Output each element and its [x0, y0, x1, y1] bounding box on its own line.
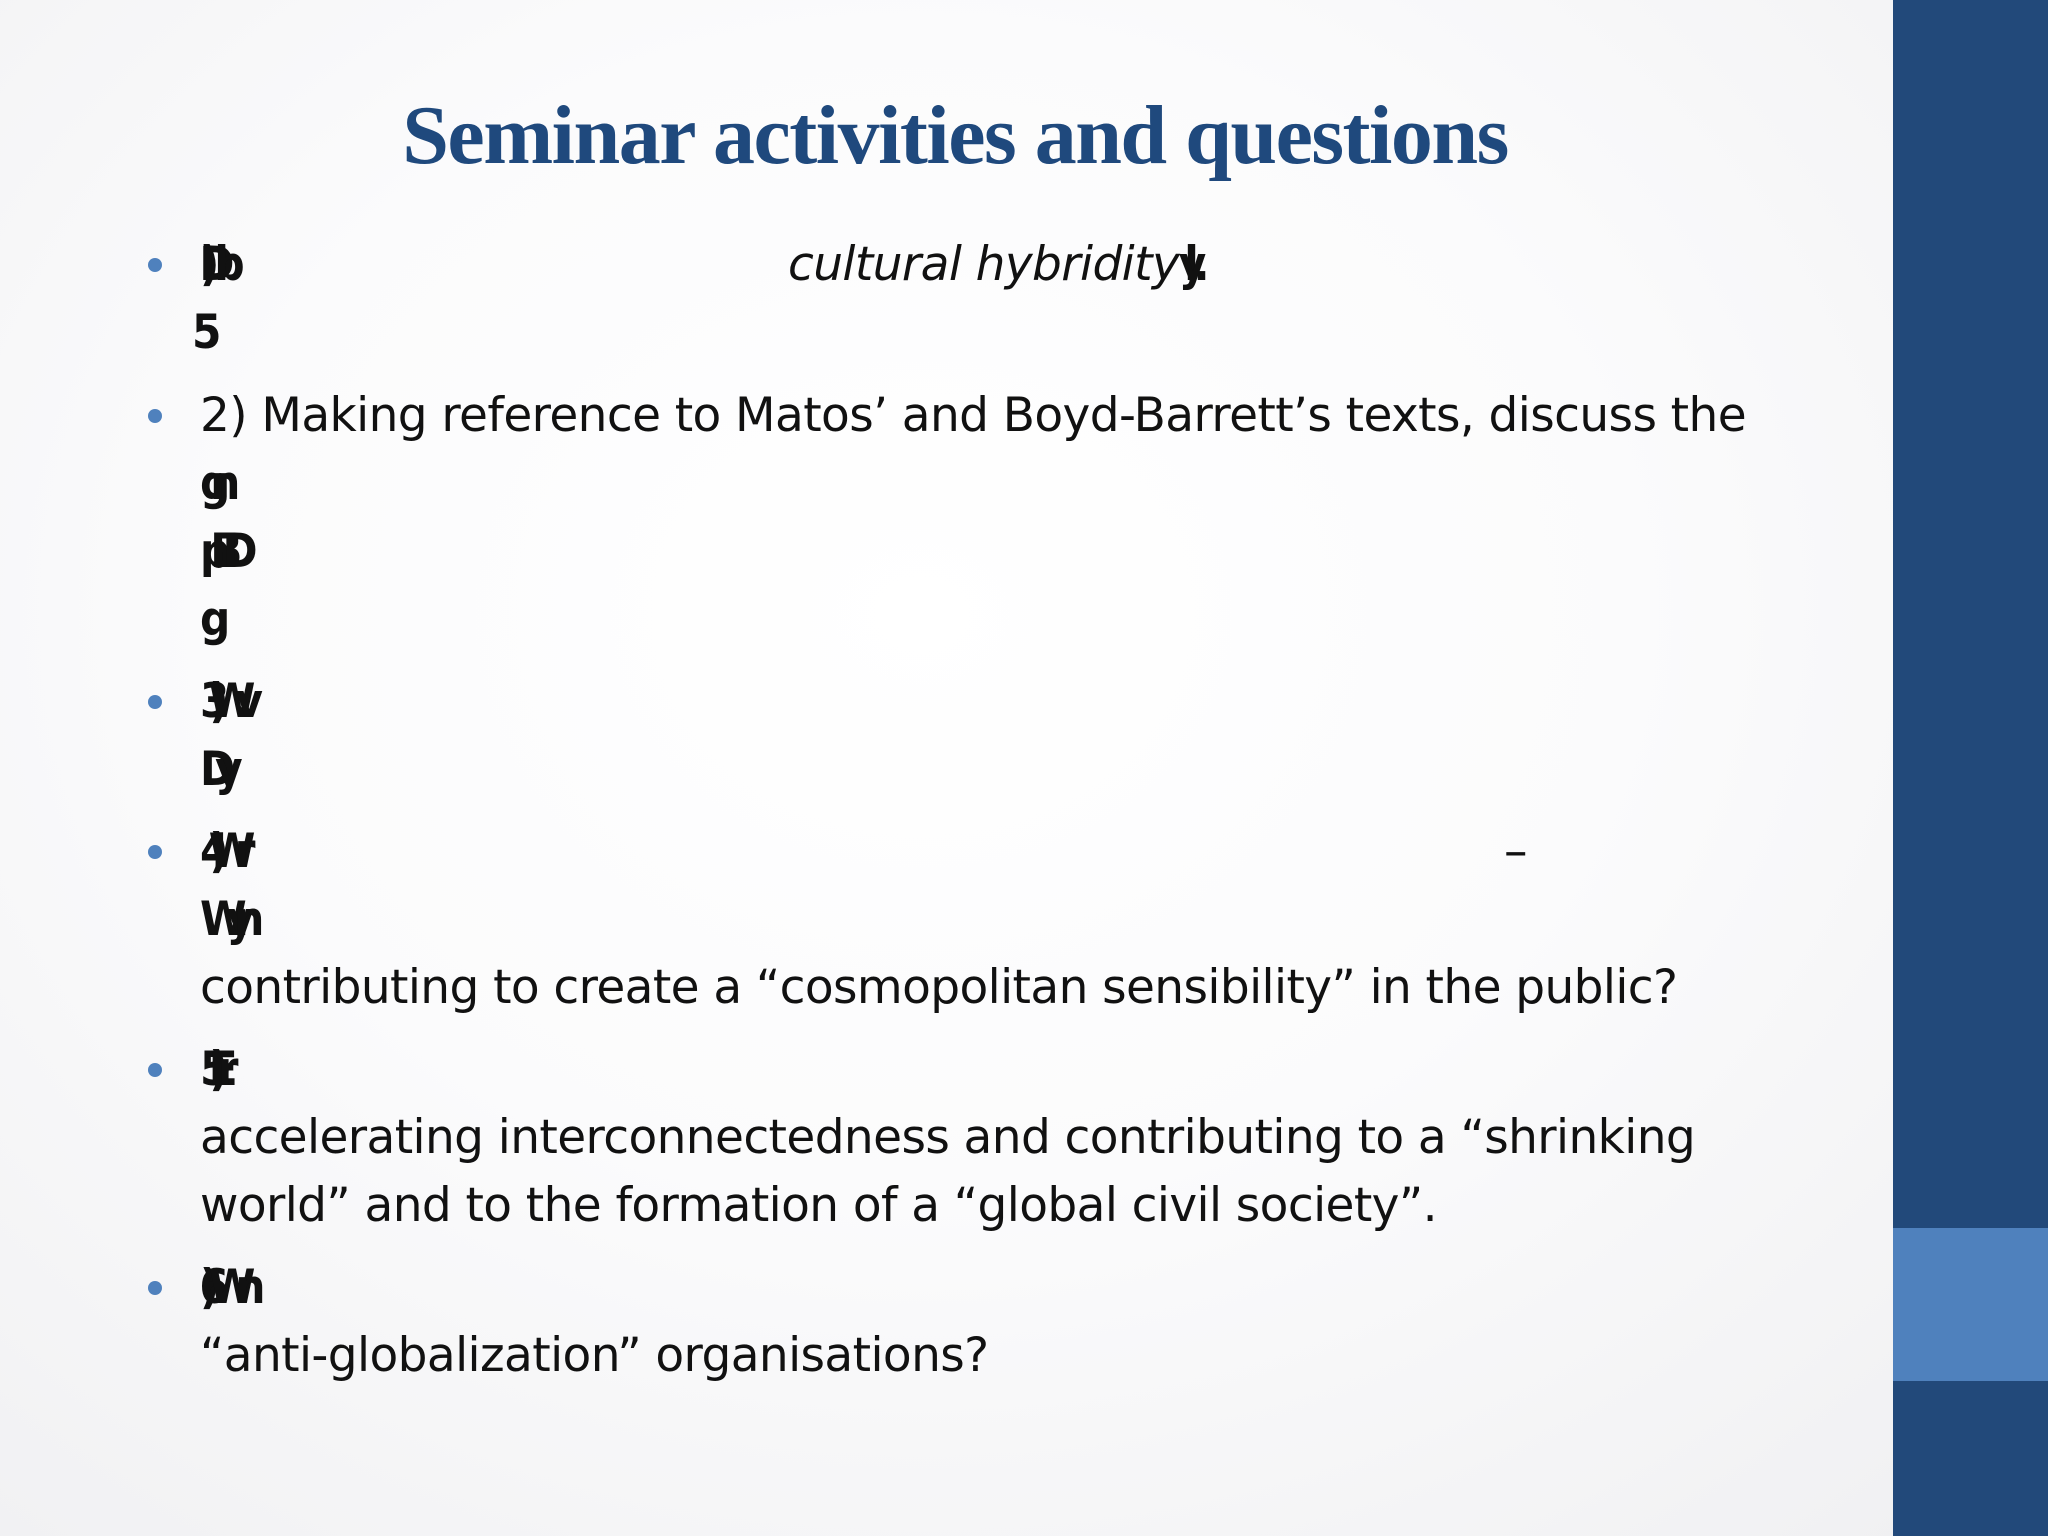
item-line: world” and to the formation of a “global civil society”.	[200, 1178, 1437, 1233]
item-line	[200, 236, 225, 294]
item-line	[200, 673, 243, 731]
item-line: “anti-globalization” organisations?	[200, 1328, 989, 1383]
garbled-text: Dy	[200, 742, 223, 797]
bullet-dot	[148, 695, 162, 709]
garbled-text: 3)Wv	[200, 674, 243, 729]
garbled-text: )Db	[200, 237, 225, 292]
garbled-text: )6Wn	[200, 1260, 246, 1315]
bullet-dot	[148, 1281, 162, 1295]
garbled-text: 4)Wr	[200, 824, 236, 879]
item-line	[192, 304, 201, 362]
dash-mark: –	[1504, 824, 1527, 879]
item-line	[200, 1041, 219, 1099]
item-line	[200, 891, 244, 949]
garbled-text: 5	[192, 305, 202, 360]
garbled-text: pBD	[200, 524, 238, 579]
item-line	[200, 741, 223, 799]
bullet-dot	[148, 845, 162, 859]
item-line: accelerating interconnectedness and contributing to a “shrinking	[200, 1110, 1696, 1165]
item-line	[788, 236, 1194, 294]
item-line: contributing to create a “cosmopolitan sensibility” in the public?	[200, 960, 1678, 1015]
item-line	[200, 1259, 246, 1317]
slide-title: Seminar activities and questions	[402, 89, 1508, 182]
bullet-dot	[148, 409, 162, 423]
emphasis-text: cultural hybridity	[788, 237, 1180, 292]
item-line	[200, 455, 220, 513]
garbled-text: g	[200, 592, 211, 647]
item-line	[200, 823, 235, 881]
item-line	[200, 523, 238, 581]
item-line: 2) Making reference to Matos’ and Boyd-Barrett’s texts, discuss the	[200, 388, 1747, 443]
bullet-dot	[148, 258, 162, 272]
item-line	[200, 591, 210, 649]
garbled-text: Wyn	[200, 892, 245, 947]
bullet-dot	[148, 1063, 162, 1077]
garbled-text: 5)Er	[200, 1042, 219, 1097]
side-accent-bar	[1893, 1228, 2048, 1381]
garbled-text: gn	[200, 456, 221, 511]
